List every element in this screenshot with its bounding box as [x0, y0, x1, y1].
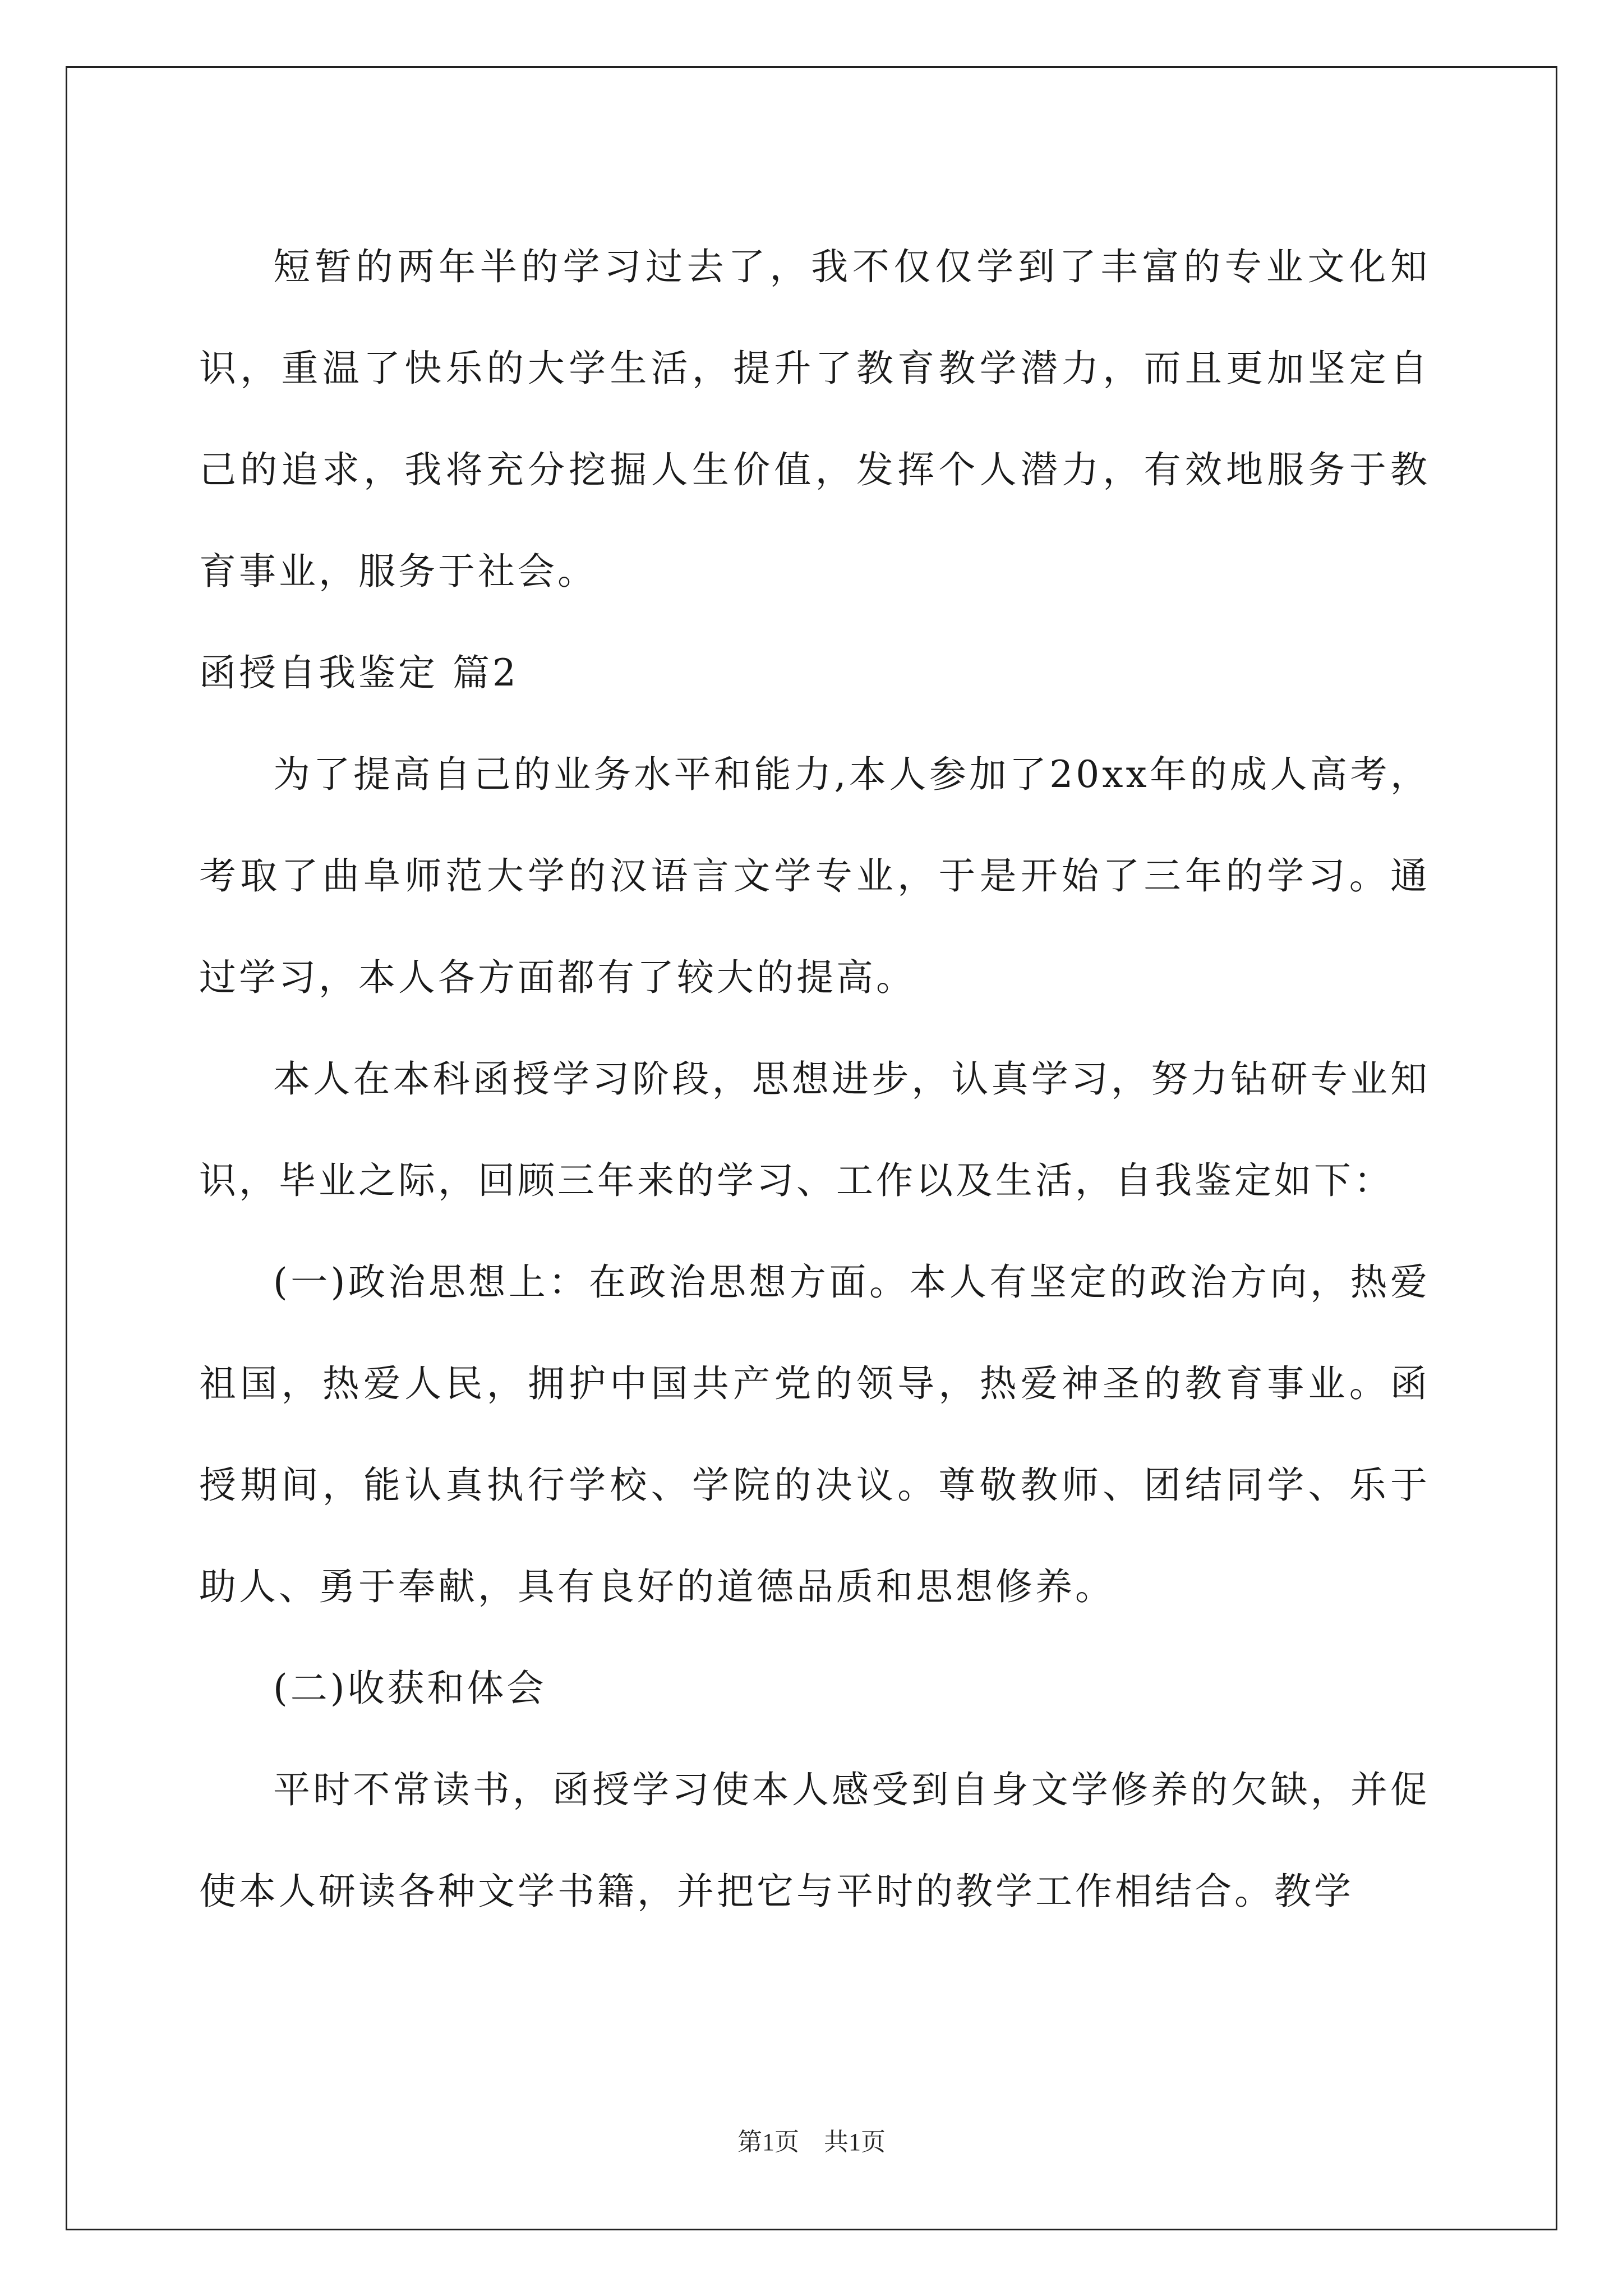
paragraph: 短暂的两年半的学习过去了，我不仅仅学到了丰富的专业文化知识，重温了快乐的大学生活，提升了教育教学潜力，而且更加坚定自己的追求，我将充分挖掘人生价值，发挥个人潜力，有效地服务于教育事业，服务于社会。 [199, 245, 1430, 593]
paragraph: (一)政治思想上：在政治思想方面。本人有坚定的政治方向，热爱祖国，热爱人民，拥护中国共产党的领导，热爱神圣的教育事业。函授期间，能认真执行学校、学院的决议。尊敬教师、团结同学、乐于助人、勇于奉献，具有良好的道德品质和思想修养。 [199, 1260, 1430, 1608]
document-body [199, 216, 1430, 1942]
page-number-footer: 第1页 共1页 [737, 2128, 886, 2156]
paragraph: (二)收获和体会 [273, 1667, 547, 1710]
section-heading: 函授自我鉴定 篇2 [199, 651, 519, 694]
paragraph: 平时不常读书，函授学习使本人感受到自身文学修养的欠缺，并促使本人研读各种文学书籍，并把它与平时的教学工作相结合。教学 [199, 1768, 1430, 1913]
paragraph: 为了提高自己的业务水平和能力,本人参加了20xx年的成人高考，考取了曲阜师范大学的汉语言文学专业，于是开始了三年的学习。通过学习，本人各方面都有了较大的提高。 [199, 753, 1430, 999]
paragraph: 本人在本科函授学习阶段，思想进步，认真学习，努力钻研专业知识，毕业之际，回顾三年来的学习、工作以及生活，自我鉴定如下： [199, 1057, 1430, 1202]
